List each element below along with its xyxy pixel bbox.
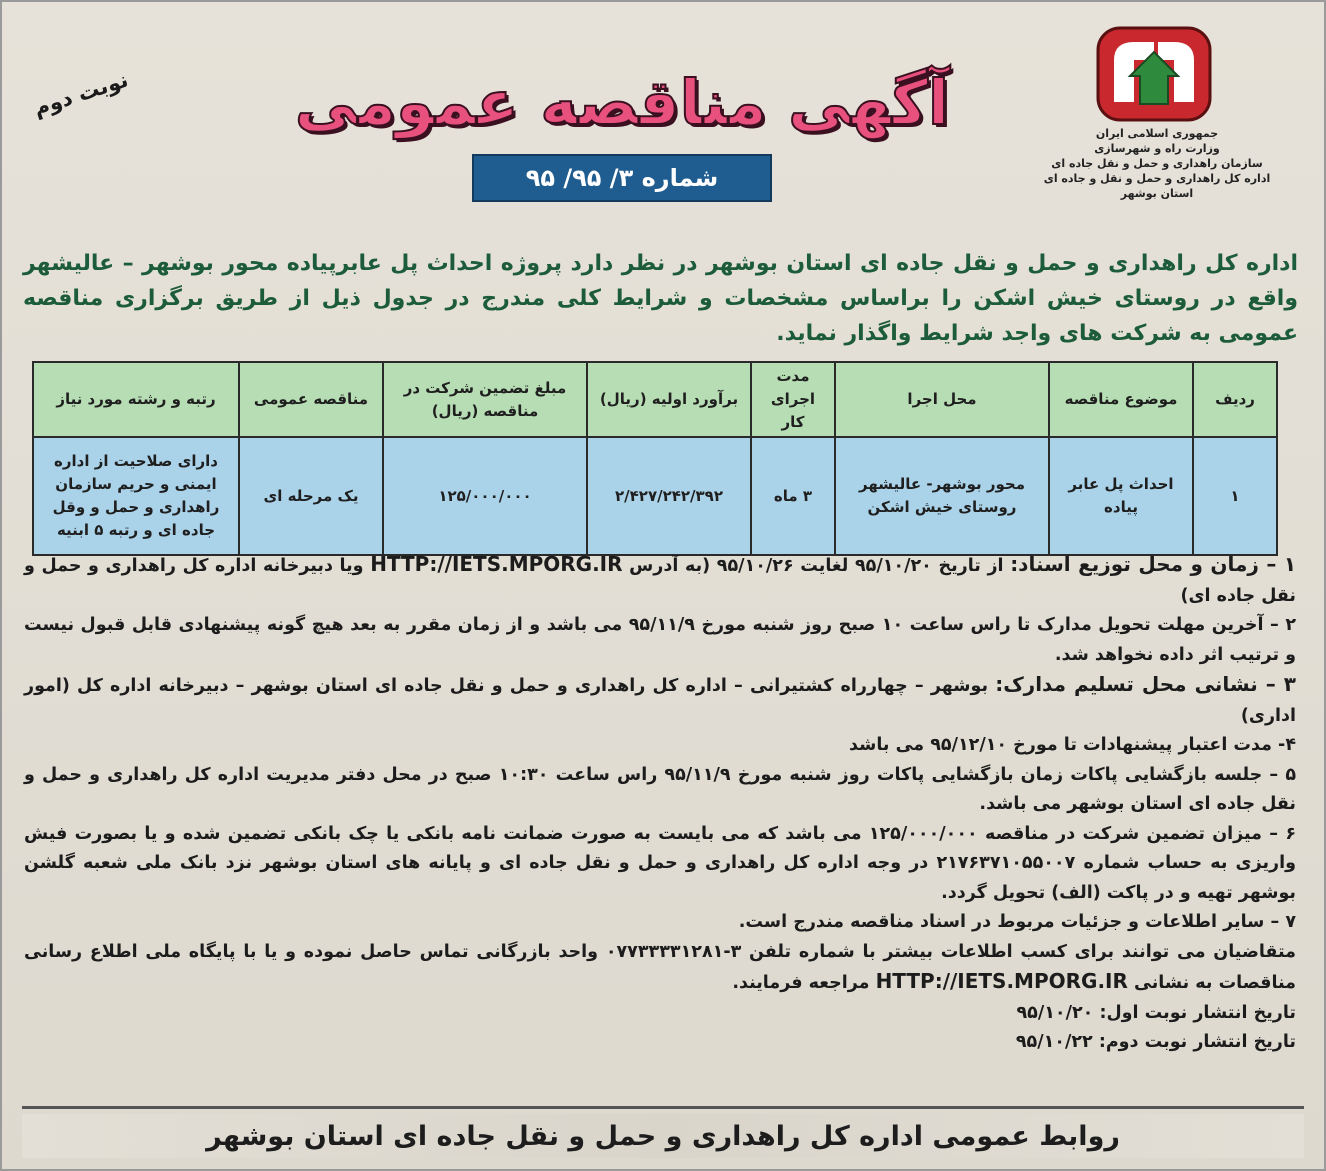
clause-4: ۴- مدت اعتبار پیشنهادات تا مورخ ۹۵/۱۲/۱۰ می باشد xyxy=(849,735,1296,755)
clause-5: ۵ – جلسه بازگشایی پاکات زمان بازگشایی پاکات روز شنبه مورخ ۹۵/۱۱/۹ راس ساعت ۱۰:۳۰ صبح در محل دفتر مدیریت اداره کل راهداری و حمل و نقل جاده ای استان بوشهر می باشد. xyxy=(24,764,1296,814)
clause-3-text: بوشهر – چهارراه کشتیرانی – اداره کل راهداری و حمل و نقل جاده ای استان بوشهر – دبیرخانه اداره کل (امور اداری) xyxy=(24,676,1296,726)
table-header-row xyxy=(33,362,1277,437)
contact-paragraph xyxy=(24,938,1296,999)
col-header-tender-type: مناقصه عمومی xyxy=(239,362,383,437)
first-publication-date: تاریخ انتشار نوبت اول: ۹۵/۱۰/۲۰ xyxy=(1016,1002,1296,1023)
clause-3-lead: ۳ – نشانی محل تسلیم مدارک: xyxy=(995,672,1296,696)
contact-url-link[interactable]: HTTP://IETS.MPORG.IR xyxy=(875,969,1128,993)
org-line: اداره کل راهداری و حمل و نقل و جاده ای xyxy=(1043,172,1271,185)
org-line: استان بوشهر xyxy=(1120,187,1194,200)
clauses xyxy=(24,550,1296,1058)
table-row xyxy=(33,437,1277,555)
col-header-location: محل اجرا xyxy=(835,362,1049,437)
intro-paragraph: اداره کل راهداری و حمل و نقل جاده ای استان بوشهر در نظر دارد پروژه احداث پل عابرپیاده محور بوشهر – عالیشهر واقع در روستای خیش اشکن را براساس مشخصات و شرایط کلی مندرج در جدول ذیل از طریق برگزاری مناقصه عمومی به شرکت های واجد شرایط واگذار نماید. xyxy=(23,251,1298,346)
col-header-grade: رتبه و رشته مورد نیاز xyxy=(33,362,239,437)
cell-location: محور بوشهر- عالیشهر روستای خیش اشکن xyxy=(835,437,1049,555)
second-round-badge: نوبت دوم xyxy=(30,67,132,121)
organization-lines xyxy=(1042,126,1272,201)
org-line: جمهوری اسلامی ایران xyxy=(1095,127,1219,140)
cell-row-number: ۱ xyxy=(1193,437,1277,555)
clause-6: ۶ – میزان تضمین شرکت در مناقصه ۱۲۵/۰۰۰/۰۰۰ می باشد که می بایست به صورت ضمانت نامه بانکی یا چک بانکی تضمین شده و یا بصورت فیش واریزی به حساب شماره ۲۱۷۶۳۷۱۰۵۵۰۰۷ در وجه اداره کل راهداری و حمل و نقل جاده ای و پایانه های استان بوشهر نزد بانک ملی شعبه گلشن بوشهر تهیه و در پاکت (الف) تحویل گردد. xyxy=(24,823,1296,903)
cell-duration: ۳ ماه xyxy=(751,437,835,555)
ministry-logo xyxy=(1094,24,1214,124)
col-header-guarantee: مبلغ تضمین شرکت در مناقصه (ریال) xyxy=(383,362,587,437)
contact-text-a: متقاضیان می توانند برای کسب اطلاعات بیشتر با شماره تلفن ۳-۰۷۷۳۳۳۳۱۲۸۱ واحد بازرگانی تماس حاصل نموده و یا با پایگاه ملی اطلاع رسانی مناقصات به نشانی xyxy=(24,941,1296,993)
tender-table xyxy=(32,361,1278,556)
notice-title: آگهی مناقصه عمومی xyxy=(294,66,950,139)
col-header-row-number: ردیف xyxy=(1193,362,1277,437)
second-publication-date: تاریخ انتشار نوبت دوم: ۹۵/۱۰/۲۲ xyxy=(1015,1032,1296,1052)
clause-1-text-b: ویا دبیرخانه اداره کل راهداری و حمل و نقل جاده ای) xyxy=(24,556,1296,606)
col-header-estimate: برآورد اولیه (ریال) xyxy=(587,362,751,437)
org-line: وزارت راه و شهرسازی xyxy=(1094,142,1220,155)
footer-divider xyxy=(22,1106,1304,1109)
cell-subject: احداث پل عابر پیاده xyxy=(1049,437,1193,555)
cell-guarantee: ۱۲۵/۰۰۰/۰۰۰ xyxy=(383,437,587,555)
clause-3 xyxy=(24,670,1296,731)
road-ministry-emblem-icon xyxy=(1094,24,1214,124)
col-header-duration: مدت اجرای کار xyxy=(751,362,835,437)
clause-1 xyxy=(24,550,1296,611)
cell-grade: دارای صلاحیت از اداره ایمنی و حریم سازمان راهداری و حمل و وقل جاده ای و رتبه ۵ ابنیه xyxy=(33,437,239,555)
clause-1-lead: ۱ – زمان و محل توزیع اسناد: xyxy=(1010,552,1297,576)
clause-1-url-link[interactable]: HTTP://IETS.MPORG.IR xyxy=(370,552,623,576)
public-relations-footer: روابط عمومی اداره کل راهداری و حمل و نقل جاده ای استان بوشهر xyxy=(22,1114,1304,1158)
cell-tender-type: یک مرحله ای xyxy=(239,437,383,555)
tender-number: شماره ۳/ ۹۵/ ۹۵ xyxy=(472,154,772,202)
col-header-subject: موضوع مناقصه xyxy=(1049,362,1193,437)
cell-estimate: ۲/۴۲۷/۲۴۲/۳۹۲ xyxy=(587,437,751,555)
clause-1-text-a: از تاریخ ۹۵/۱۰/۲۰ لغایت ۹۵/۱۰/۲۶ (به آدرس xyxy=(629,556,1004,576)
clause-7: ۷ – سایر اطلاعات و جزئیات مربوط در اسناد مناقصه مندرج است. xyxy=(738,912,1296,932)
contact-text-b: مراجعه فرمایند. xyxy=(732,973,870,993)
org-line: سازمان راهداری و حمل و نقل جاده ای xyxy=(1051,157,1263,170)
clause-2: ۲ – آخرین مهلت تحویل مدارک تا راس ساعت ۱۰ صبح روز شنبه مورخ ۹۵/۱۱/۹ می باشد و از زمان مقرر به بعد هیچ گونه پیشنهادی قابل قبول نیست و ترتیب اثر داده نخواهد شد. xyxy=(24,615,1296,665)
